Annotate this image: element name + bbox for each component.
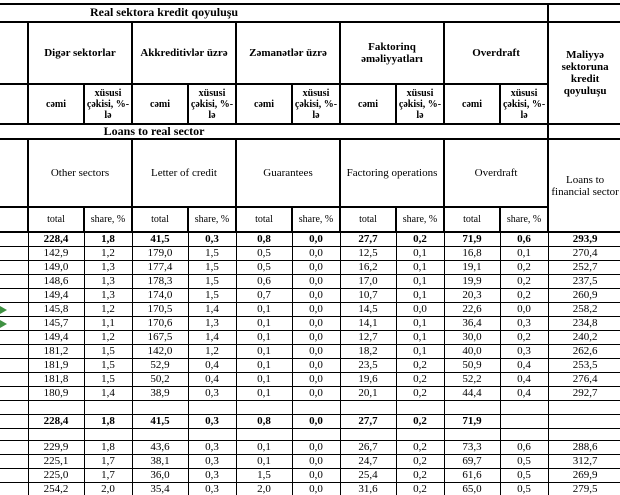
data-rows bbox=[0, 232, 620, 495]
data-cell: 23,5 bbox=[340, 358, 396, 372]
data-cell: 14,5 bbox=[340, 302, 396, 316]
data-cell: 0,1 bbox=[236, 440, 292, 454]
az-share-header: xüsusi çəkisi, %-lə bbox=[396, 84, 444, 124]
data-cell bbox=[84, 428, 132, 440]
data-cell: 0,1 bbox=[236, 386, 292, 400]
data-cell: 0,1 bbox=[396, 344, 444, 358]
data-cell: 1,5 bbox=[84, 372, 132, 386]
az-subheader-row bbox=[0, 84, 620, 124]
en-total-header: total bbox=[28, 207, 84, 232]
data-cell: 0,6 bbox=[236, 274, 292, 288]
data-cell: 225,1 bbox=[28, 454, 84, 468]
cut-cell bbox=[0, 22, 28, 84]
en-total-header: total bbox=[132, 207, 188, 232]
data-cell: 1,2 bbox=[84, 302, 132, 316]
az-share-header: xüsusi çəkisi, %-lə bbox=[500, 84, 548, 124]
data-cell: 170,5 bbox=[132, 302, 188, 316]
data-cell: 0,0 bbox=[292, 358, 340, 372]
cut-cell bbox=[0, 372, 28, 386]
data-cell: 269,9 bbox=[548, 468, 620, 482]
table-row bbox=[0, 260, 620, 274]
data-cell: 177,4 bbox=[132, 260, 188, 274]
data-cell: 25,4 bbox=[340, 468, 396, 482]
data-cell: 0,5 bbox=[500, 482, 548, 495]
data-cell: 52,2 bbox=[444, 372, 500, 386]
data-cell: 0,1 bbox=[236, 330, 292, 344]
data-cell: 0,2 bbox=[396, 232, 444, 246]
en-total-header: total bbox=[236, 207, 292, 232]
data-cell bbox=[500, 428, 548, 440]
data-cell: 0,1 bbox=[396, 246, 444, 260]
data-cell: 19,6 bbox=[340, 372, 396, 386]
data-cell bbox=[236, 400, 292, 414]
corner-cell-mid bbox=[548, 124, 620, 139]
data-cell: 0,2 bbox=[396, 372, 444, 386]
table-row bbox=[0, 440, 620, 454]
data-cell: 252,7 bbox=[548, 260, 620, 274]
data-cell: 0,6 bbox=[500, 440, 548, 454]
data-cell: 14,1 bbox=[340, 316, 396, 330]
data-cell bbox=[84, 400, 132, 414]
data-cell: 288,6 bbox=[548, 440, 620, 454]
data-cell: 0,0 bbox=[292, 330, 340, 344]
data-cell: 167,5 bbox=[132, 330, 188, 344]
table-row bbox=[0, 400, 620, 414]
data-cell: 0,1 bbox=[396, 288, 444, 302]
en-share-header: share, % bbox=[188, 207, 236, 232]
data-cell bbox=[28, 400, 84, 414]
data-cell bbox=[500, 414, 548, 428]
corner-cell-top bbox=[548, 4, 620, 22]
az-group-factoring: Faktorinq əməliyyatları bbox=[340, 22, 444, 84]
data-cell: 1,3 bbox=[84, 260, 132, 274]
cut-cell bbox=[0, 468, 28, 482]
cut-cell bbox=[0, 207, 28, 232]
data-cell: 24,7 bbox=[340, 454, 396, 468]
data-cell: 35,4 bbox=[132, 482, 188, 495]
data-cell: 181,8 bbox=[28, 372, 84, 386]
data-cell: 174,0 bbox=[132, 288, 188, 302]
az-total-header: cəmi bbox=[444, 84, 500, 124]
data-cell: 1,5 bbox=[236, 468, 292, 482]
data-cell: 293,9 bbox=[548, 232, 620, 246]
data-cell: 0,0 bbox=[292, 232, 340, 246]
table-row bbox=[0, 482, 620, 495]
loans-table bbox=[0, 3, 620, 495]
az-title-row bbox=[0, 4, 620, 22]
az-financial-sector-header: Maliyyə sektoruna kredit qoyuluşu bbox=[548, 22, 620, 124]
data-cell: 260,9 bbox=[548, 288, 620, 302]
cut-cell bbox=[0, 344, 28, 358]
cut-cell bbox=[0, 139, 28, 207]
spacer-row bbox=[0, 428, 620, 440]
data-cell: 1,3 bbox=[188, 316, 236, 330]
data-cell: 71,9 bbox=[444, 414, 500, 428]
table-row bbox=[0, 454, 620, 468]
data-cell: 225,0 bbox=[28, 468, 84, 482]
data-cell: 61,6 bbox=[444, 468, 500, 482]
data-cell bbox=[132, 400, 188, 414]
data-cell bbox=[188, 400, 236, 414]
en-financial-sector-header: Loans to financial sector bbox=[548, 139, 620, 232]
data-cell: 16,2 bbox=[340, 260, 396, 274]
data-cell: 0,0 bbox=[292, 414, 340, 428]
data-cell: 0,0 bbox=[292, 260, 340, 274]
data-cell: 228,4 bbox=[28, 414, 84, 428]
data-cell: 1,7 bbox=[84, 454, 132, 468]
data-cell: 0,3 bbox=[188, 440, 236, 454]
cut-cell bbox=[0, 386, 28, 400]
data-cell: 12,7 bbox=[340, 330, 396, 344]
data-cell: 1,1 bbox=[84, 316, 132, 330]
data-cell: 0,4 bbox=[500, 358, 548, 372]
data-cell: 0,4 bbox=[500, 372, 548, 386]
data-cell: 312,7 bbox=[548, 454, 620, 468]
data-cell: 0,0 bbox=[292, 246, 340, 260]
data-cell: 178,3 bbox=[132, 274, 188, 288]
cut-cell bbox=[0, 232, 28, 246]
az-group-overdraft: Overdraft bbox=[444, 22, 548, 84]
az-total-header: cəmi bbox=[340, 84, 396, 124]
data-cell: 1,2 bbox=[84, 246, 132, 260]
data-cell: 0,0 bbox=[292, 344, 340, 358]
data-cell bbox=[340, 428, 396, 440]
az-total-header: cəmi bbox=[236, 84, 292, 124]
cut-cell bbox=[0, 302, 28, 316]
en-total-header: total bbox=[340, 207, 396, 232]
cut-cell bbox=[0, 358, 28, 372]
data-cell: 69,7 bbox=[444, 454, 500, 468]
data-cell bbox=[292, 400, 340, 414]
data-cell: 0,0 bbox=[292, 482, 340, 495]
data-cell: 1,5 bbox=[188, 288, 236, 302]
en-group-factoring: Factoring operations bbox=[340, 139, 444, 207]
cut-cell bbox=[0, 274, 28, 288]
data-cell: 180,9 bbox=[28, 386, 84, 400]
data-cell: 0,5 bbox=[236, 260, 292, 274]
data-cell: 0,7 bbox=[236, 288, 292, 302]
data-cell: 0,0 bbox=[396, 302, 444, 316]
data-cell: 50,9 bbox=[444, 358, 500, 372]
data-cell: 41,5 bbox=[132, 232, 188, 246]
data-cell: 1,4 bbox=[188, 302, 236, 316]
data-cell: 0,0 bbox=[500, 302, 548, 316]
data-cell: 1,8 bbox=[84, 440, 132, 454]
data-cell: 19,1 bbox=[444, 260, 500, 274]
data-cell: 36,4 bbox=[444, 316, 500, 330]
en-group-other-sectors: Other sectors bbox=[28, 139, 132, 207]
cut-cell bbox=[0, 454, 28, 468]
data-cell: 0,2 bbox=[396, 386, 444, 400]
az-group-guarantees: Zəmanətlər üzrə bbox=[236, 22, 340, 84]
cut-cell bbox=[0, 400, 28, 414]
cut-cell bbox=[0, 84, 28, 124]
data-cell: 181,9 bbox=[28, 358, 84, 372]
data-cell: 27,7 bbox=[340, 414, 396, 428]
data-cell: 1,5 bbox=[84, 358, 132, 372]
data-cell: 1,8 bbox=[84, 232, 132, 246]
data-cell: 0,4 bbox=[500, 386, 548, 400]
data-cell bbox=[132, 428, 188, 440]
table-row bbox=[0, 288, 620, 302]
data-cell: 12,5 bbox=[340, 246, 396, 260]
data-cell: 0,3 bbox=[500, 344, 548, 358]
data-cell: 0,3 bbox=[188, 414, 236, 428]
data-cell: 0,0 bbox=[292, 386, 340, 400]
data-cell: 73,3 bbox=[444, 440, 500, 454]
data-cell: 0,1 bbox=[236, 372, 292, 386]
data-cell: 0,0 bbox=[292, 302, 340, 316]
data-cell: 0,0 bbox=[292, 288, 340, 302]
data-cell: 0,2 bbox=[396, 454, 444, 468]
data-cell: 0,5 bbox=[500, 454, 548, 468]
data-cell: 276,4 bbox=[548, 372, 620, 386]
data-cell: 38,1 bbox=[132, 454, 188, 468]
data-cell: 0,0 bbox=[292, 274, 340, 288]
data-cell: 19,9 bbox=[444, 274, 500, 288]
table-row bbox=[0, 414, 620, 428]
en-title-row bbox=[0, 124, 620, 139]
data-cell: 0,0 bbox=[292, 372, 340, 386]
data-cell: 181,2 bbox=[28, 344, 84, 358]
en-total-header: total bbox=[444, 207, 500, 232]
data-cell: 16,8 bbox=[444, 246, 500, 260]
az-total-header: cəmi bbox=[28, 84, 84, 124]
en-table-title: Loans to real sector bbox=[0, 124, 548, 139]
data-cell: 145,7 bbox=[28, 316, 84, 330]
az-share-header: xüsusi çəkisi, %-lə bbox=[84, 84, 132, 124]
data-cell: 31,6 bbox=[340, 482, 396, 495]
data-cell: 0,0 bbox=[292, 440, 340, 454]
data-cell: 65,0 bbox=[444, 482, 500, 495]
data-cell: 1,4 bbox=[188, 330, 236, 344]
data-cell bbox=[236, 428, 292, 440]
table-row bbox=[0, 302, 620, 316]
data-cell: 10,7 bbox=[340, 288, 396, 302]
data-cell bbox=[444, 400, 500, 414]
data-cell: 71,9 bbox=[444, 232, 500, 246]
az-share-header: xüsusi çəkisi, %-lə bbox=[188, 84, 236, 124]
data-cell bbox=[340, 400, 396, 414]
data-cell: 0,2 bbox=[396, 414, 444, 428]
data-cell: 262,6 bbox=[548, 344, 620, 358]
cut-cell bbox=[0, 428, 28, 440]
data-cell: 0,3 bbox=[188, 468, 236, 482]
data-cell: 20,3 bbox=[444, 288, 500, 302]
error-indicator-icon bbox=[0, 320, 7, 328]
data-cell: 0,2 bbox=[396, 482, 444, 495]
table-row bbox=[0, 358, 620, 372]
data-cell: 0,1 bbox=[236, 454, 292, 468]
en-share-header: share, % bbox=[500, 207, 548, 232]
data-cell: 1,2 bbox=[188, 344, 236, 358]
data-cell: 0,2 bbox=[500, 330, 548, 344]
data-cell: 0,1 bbox=[236, 302, 292, 316]
data-cell: 170,6 bbox=[132, 316, 188, 330]
data-cell: 18,2 bbox=[340, 344, 396, 358]
data-cell: 26,7 bbox=[340, 440, 396, 454]
data-cell: 142,9 bbox=[28, 246, 84, 260]
data-cell: 1,3 bbox=[84, 274, 132, 288]
table-row bbox=[0, 468, 620, 482]
data-cell: 17,0 bbox=[340, 274, 396, 288]
data-cell: 148,6 bbox=[28, 274, 84, 288]
data-cell: 0,2 bbox=[396, 358, 444, 372]
data-cell: 1,8 bbox=[84, 414, 132, 428]
data-cell: 0,2 bbox=[500, 260, 548, 274]
data-cell: 0,8 bbox=[236, 232, 292, 246]
data-cell: 234,8 bbox=[548, 316, 620, 330]
data-cell: 1,4 bbox=[84, 386, 132, 400]
table-row bbox=[0, 386, 620, 400]
data-cell bbox=[548, 400, 620, 414]
data-cell: 0,0 bbox=[292, 468, 340, 482]
cut-cell bbox=[0, 288, 28, 302]
cut-cell bbox=[0, 482, 28, 495]
en-share-header: share, % bbox=[292, 207, 340, 232]
data-cell: 149,4 bbox=[28, 330, 84, 344]
data-cell: 2,0 bbox=[84, 482, 132, 495]
data-cell: 2,0 bbox=[236, 482, 292, 495]
data-cell: 228,4 bbox=[28, 232, 84, 246]
data-cell: 258,2 bbox=[548, 302, 620, 316]
data-cell: 254,2 bbox=[28, 482, 84, 495]
data-cell: 1,7 bbox=[84, 468, 132, 482]
cut-cell bbox=[0, 440, 28, 454]
en-group-letter-of-credit: Letter of credit bbox=[132, 139, 236, 207]
data-cell bbox=[28, 428, 84, 440]
data-cell: 30,0 bbox=[444, 330, 500, 344]
data-cell: 0,2 bbox=[500, 288, 548, 302]
data-cell: 0,1 bbox=[396, 316, 444, 330]
data-cell bbox=[548, 428, 620, 440]
data-cell: 229,9 bbox=[28, 440, 84, 454]
en-subheader-row bbox=[0, 207, 620, 232]
data-cell: 22,6 bbox=[444, 302, 500, 316]
data-cell: 0,8 bbox=[236, 414, 292, 428]
data-cell: 0,0 bbox=[292, 454, 340, 468]
data-cell: 292,7 bbox=[548, 386, 620, 400]
az-group-other-sectors: Digər sektorlar bbox=[28, 22, 132, 84]
data-cell bbox=[396, 400, 444, 414]
data-cell bbox=[292, 428, 340, 440]
cut-cell bbox=[0, 330, 28, 344]
data-cell bbox=[444, 428, 500, 440]
en-group-header-row bbox=[0, 139, 620, 207]
data-cell: 0,3 bbox=[188, 482, 236, 495]
data-cell: 20,1 bbox=[340, 386, 396, 400]
data-cell bbox=[188, 428, 236, 440]
data-cell: 0,3 bbox=[188, 454, 236, 468]
table-row bbox=[0, 372, 620, 386]
data-cell: 0,1 bbox=[236, 316, 292, 330]
data-cell: 1,5 bbox=[188, 246, 236, 260]
en-group-overdraft: Overdraft bbox=[444, 139, 548, 207]
data-cell: 0,1 bbox=[236, 344, 292, 358]
table-row bbox=[0, 330, 620, 344]
cut-cell bbox=[0, 246, 28, 260]
data-cell bbox=[548, 414, 620, 428]
data-cell: 179,0 bbox=[132, 246, 188, 260]
data-cell: 0,5 bbox=[500, 468, 548, 482]
az-total-header: cəmi bbox=[132, 84, 188, 124]
table-row bbox=[0, 232, 620, 246]
data-cell: 0,2 bbox=[396, 440, 444, 454]
data-cell: 142,0 bbox=[132, 344, 188, 358]
az-group-letter-of-credit: Akkreditivlər üzrə bbox=[132, 22, 236, 84]
data-cell: 0,4 bbox=[188, 372, 236, 386]
data-cell: 1,3 bbox=[84, 288, 132, 302]
error-indicator-icon bbox=[0, 306, 7, 314]
data-cell bbox=[500, 400, 548, 414]
data-cell: 253,5 bbox=[548, 358, 620, 372]
data-cell: 52,9 bbox=[132, 358, 188, 372]
table-row bbox=[0, 274, 620, 288]
data-cell: 50,2 bbox=[132, 372, 188, 386]
data-cell: 0,1 bbox=[236, 358, 292, 372]
data-cell: 0,2 bbox=[396, 468, 444, 482]
data-cell: 41,5 bbox=[132, 414, 188, 428]
data-cell: 0,2 bbox=[500, 274, 548, 288]
data-cell: 0,3 bbox=[500, 316, 548, 330]
data-cell: 0,4 bbox=[188, 358, 236, 372]
data-cell: 36,0 bbox=[132, 468, 188, 482]
data-cell: 0,1 bbox=[500, 246, 548, 260]
data-cell: 0,1 bbox=[396, 260, 444, 274]
data-cell: 240,2 bbox=[548, 330, 620, 344]
cut-cell bbox=[0, 260, 28, 274]
data-cell: 27,7 bbox=[340, 232, 396, 246]
data-cell: 0,5 bbox=[236, 246, 292, 260]
data-cell: 237,5 bbox=[548, 274, 620, 288]
en-group-guarantees: Guarantees bbox=[236, 139, 340, 207]
table-row bbox=[0, 316, 620, 330]
cut-cell bbox=[0, 316, 28, 330]
data-cell: 279,5 bbox=[548, 482, 620, 495]
data-cell: 1,5 bbox=[188, 274, 236, 288]
data-cell: 0,1 bbox=[396, 330, 444, 344]
data-cell: 270,4 bbox=[548, 246, 620, 260]
az-share-header: xüsusi çəkisi, %-lə bbox=[292, 84, 340, 124]
data-cell: 0,3 bbox=[188, 386, 236, 400]
data-cell: 1,5 bbox=[84, 344, 132, 358]
data-cell: 1,2 bbox=[84, 330, 132, 344]
data-cell: 0,6 bbox=[500, 232, 548, 246]
az-table-title: Real sektora kredit qoyuluşu bbox=[0, 4, 548, 22]
data-cell: 145,8 bbox=[28, 302, 84, 316]
data-cell: 44,4 bbox=[444, 386, 500, 400]
cut-cell bbox=[0, 414, 28, 428]
data-cell: 149,4 bbox=[28, 288, 84, 302]
data-cell: 0,1 bbox=[396, 274, 444, 288]
az-group-header-row bbox=[0, 22, 620, 84]
data-cell: 40,0 bbox=[444, 344, 500, 358]
table-row bbox=[0, 246, 620, 260]
data-cell bbox=[396, 428, 444, 440]
table-row bbox=[0, 344, 620, 358]
data-cell: 149,0 bbox=[28, 260, 84, 274]
data-cell: 0,0 bbox=[292, 316, 340, 330]
en-share-header: share, % bbox=[84, 207, 132, 232]
en-share-header: share, % bbox=[396, 207, 444, 232]
data-cell: 1,5 bbox=[188, 260, 236, 274]
data-cell: 0,3 bbox=[188, 232, 236, 246]
data-cell: 43,6 bbox=[132, 440, 188, 454]
data-cell: 38,9 bbox=[132, 386, 188, 400]
